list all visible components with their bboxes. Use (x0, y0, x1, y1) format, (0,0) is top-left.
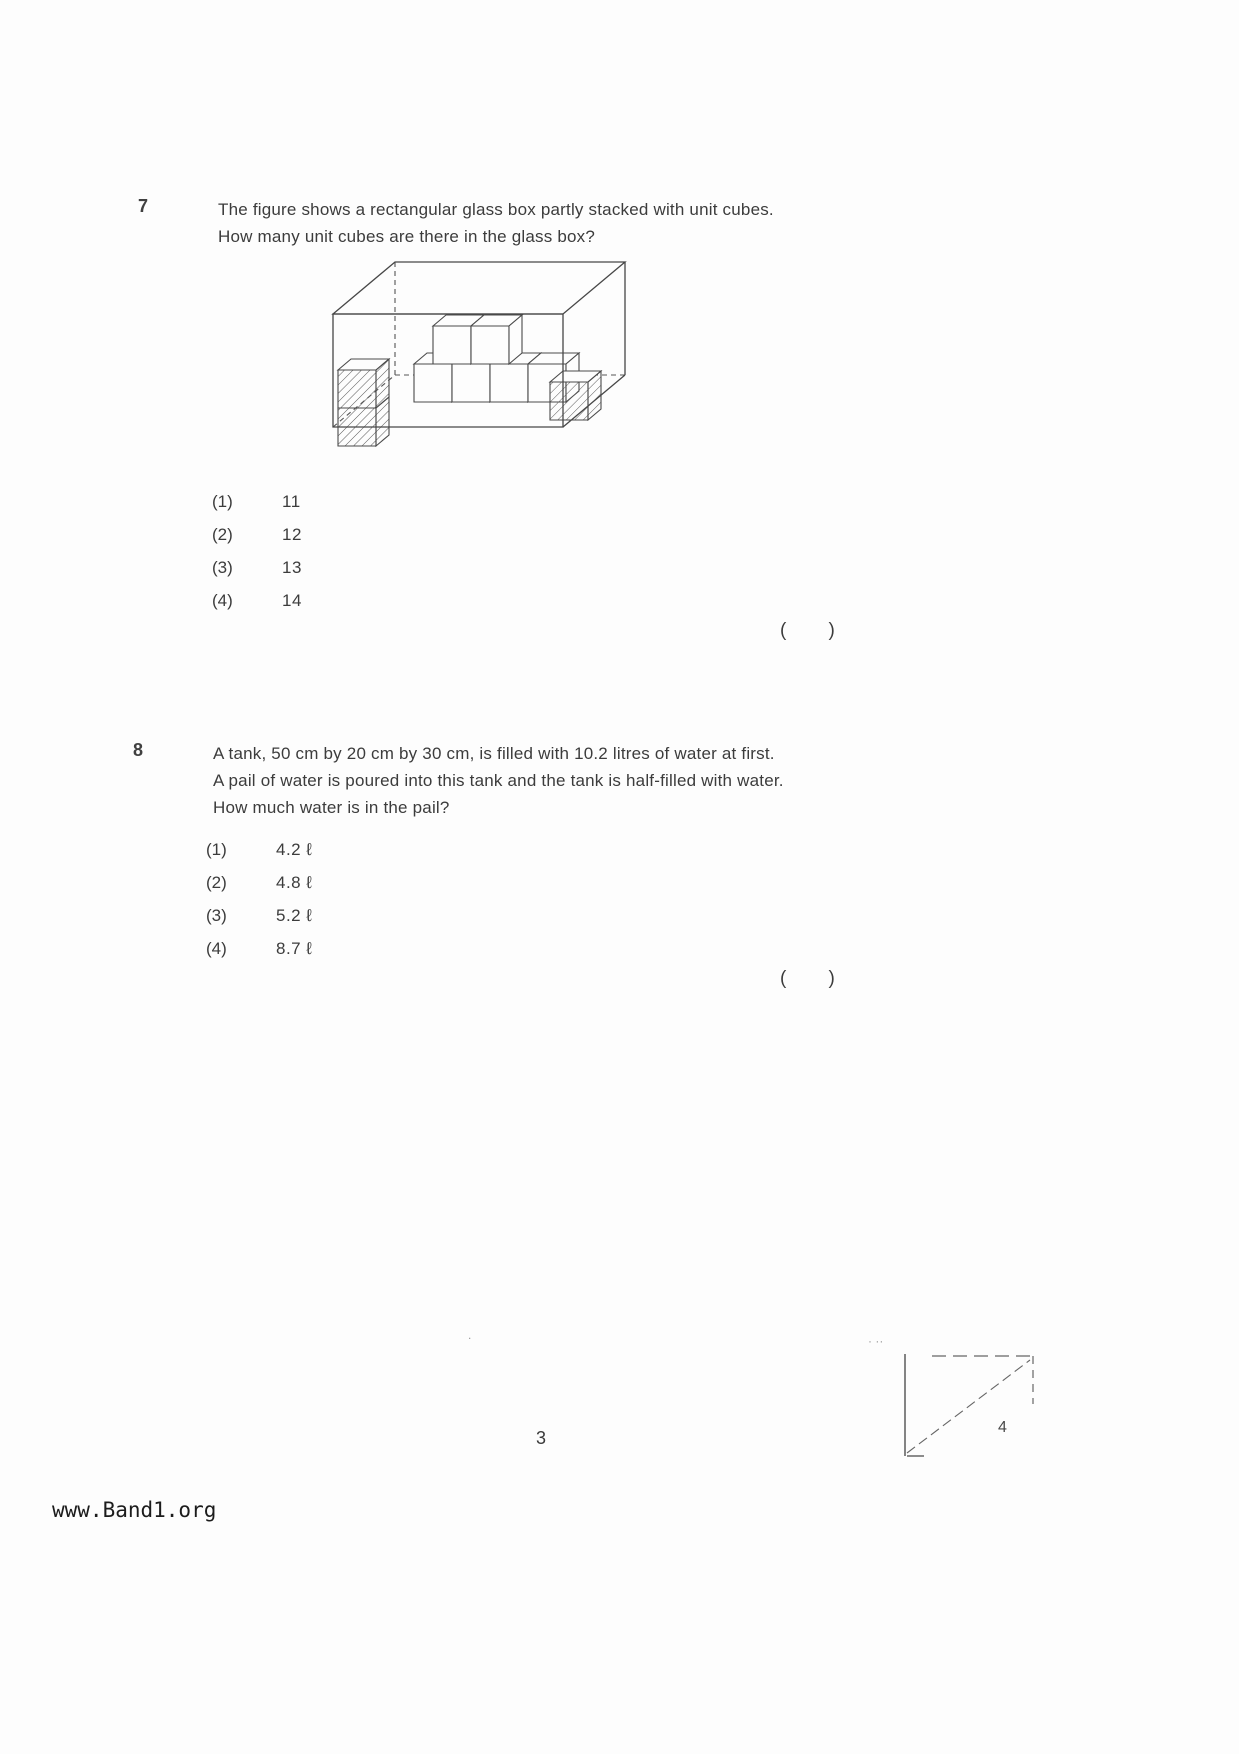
question-7-line-2: How many unit cubes are there in the glass box? (218, 227, 595, 246)
unit-cube-left-hatched (338, 359, 389, 446)
question-7 (138, 196, 958, 250)
question-8-line-3: How much water is in the pail? (213, 798, 450, 817)
option-label: (3) (212, 558, 233, 577)
unit-cube-top-pair (433, 315, 522, 364)
option-label: (4) (212, 591, 233, 610)
scan-artifact-dot: . (468, 1328, 472, 1342)
question-7-number: 7 (138, 196, 149, 216)
option-label: (1) (206, 840, 227, 859)
answer-bracket-7: ( ) (780, 620, 835, 641)
page-number: 3 (536, 1428, 547, 1448)
corner-mark-drawing (902, 1352, 1037, 1457)
unit-cube-right-hatched (550, 371, 601, 420)
footer-watermark: www.Band1.org (52, 1498, 217, 1522)
option-label: (1) (212, 492, 233, 511)
question-7-line-1: The figure shows a rectangular glass box partly stacked with unit cubes. (218, 200, 774, 219)
corner-mark-label: 4 (998, 1419, 1007, 1436)
option-row-7-4 (212, 591, 302, 624)
option-row-7-2 (212, 525, 302, 558)
option-row-7-1 (212, 492, 302, 525)
option-row-7-3 (212, 558, 302, 591)
question-8-text (213, 740, 784, 821)
option-label: (2) (212, 525, 233, 544)
option-value: 12 (282, 525, 302, 544)
option-label: (3) (206, 906, 227, 925)
option-value: 11 (282, 492, 301, 511)
option-value: 14 (282, 591, 302, 610)
question-8-options (206, 840, 312, 972)
question-7-text (218, 196, 774, 250)
question-7-options (212, 492, 302, 624)
option-label: (2) (206, 873, 227, 892)
question-8-number: 8 (133, 740, 144, 760)
option-value: 13 (282, 558, 302, 577)
option-row-8-2 (206, 873, 312, 906)
option-value: 4.8 ℓ (276, 873, 313, 892)
answer-bracket-8: ( ) (780, 968, 835, 989)
question-8 (133, 740, 993, 821)
option-value: 4.2 ℓ (276, 840, 313, 859)
option-row-8-3 (206, 906, 312, 939)
option-label: (4) (206, 939, 227, 958)
glass-box-figure (318, 252, 638, 480)
question-8-line-2: A pail of water is poured into this tank and the tank is half-filled with water. (213, 771, 784, 790)
corner-mark-figure (902, 1352, 1037, 1457)
question-8-line-1: A tank, 50 cm by 20 cm by 30 cm, is filled with 10.2 litres of water at first. (213, 744, 775, 763)
option-row-8-1 (206, 840, 312, 873)
option-value: 5.2 ℓ (276, 906, 313, 925)
glass-box-drawing (318, 252, 638, 480)
scan-artifact-dashes: · ·· (868, 1334, 884, 1348)
option-value: 8.7 ℓ (276, 939, 313, 958)
option-row-8-4 (206, 939, 312, 972)
